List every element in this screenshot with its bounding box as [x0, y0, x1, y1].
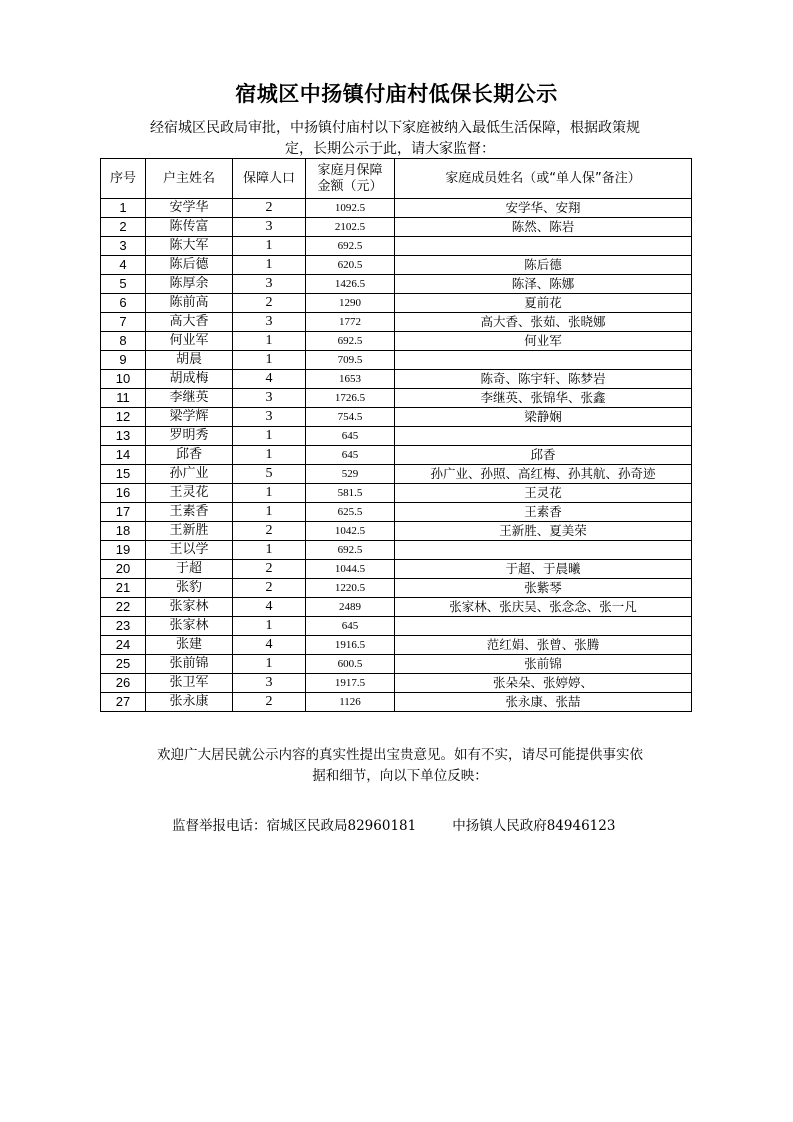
cell-population: 1	[233, 256, 306, 275]
table-row	[101, 199, 692, 218]
cell-no: 24	[101, 636, 146, 655]
cell-head-name: 张卫军	[146, 674, 233, 693]
cell-amount: 645	[306, 427, 395, 446]
cell-amount: 1126	[306, 693, 395, 712]
cell-population: 2	[233, 579, 306, 598]
cell-head-name: 王灵花	[146, 484, 233, 503]
cell-head-name: 陈后德	[146, 256, 233, 275]
cell-amount: 709.5	[306, 351, 395, 370]
feedback-line-1: 欢迎广大居民就公示内容的真实性提出宝贵意见。如有不实，请尽可能提供事实依	[157, 747, 643, 763]
cell-population: 2	[233, 560, 306, 579]
cell-members: 范红娟、张曾、张腾	[395, 636, 692, 655]
cell-amount: 2102.5	[306, 218, 395, 237]
cell-population: 3	[233, 389, 306, 408]
cell-amount: 625.5	[306, 503, 395, 522]
cell-head-name: 孙广业	[146, 465, 233, 484]
cell-head-name: 何业军	[146, 332, 233, 351]
cell-head-name: 陈前高	[146, 294, 233, 313]
intro-line-2: 定，长期公示于此，请大家监督：	[285, 141, 495, 157]
feedback-line-2: 据和细节，向以下单位反映：	[312, 768, 488, 784]
cell-no: 1	[101, 199, 146, 218]
cell-members: 张前锦	[395, 655, 692, 674]
cell-population: 1	[233, 351, 306, 370]
table-row	[101, 674, 692, 693]
cell-members: 夏前花	[395, 294, 692, 313]
cell-amount: 600.5	[306, 655, 395, 674]
cell-no: 14	[101, 446, 146, 465]
cell-no: 27	[101, 693, 146, 712]
cell-amount: 1290	[306, 294, 395, 313]
cell-no: 16	[101, 484, 146, 503]
table-row	[101, 237, 692, 256]
cell-head-name: 李继英	[146, 389, 233, 408]
cell-members: 陈泽、陈娜	[395, 275, 692, 294]
cell-no: 7	[101, 313, 146, 332]
cell-amount: 1426.5	[306, 275, 395, 294]
table-row	[101, 427, 692, 446]
cell-no: 25	[101, 655, 146, 674]
cell-population: 3	[233, 218, 306, 237]
cell-head-name: 王素香	[146, 503, 233, 522]
cell-population: 1	[233, 446, 306, 465]
cell-population: 1	[233, 332, 306, 351]
report-hotline	[172, 814, 615, 834]
table-row	[101, 541, 692, 560]
cell-population: 1	[233, 237, 306, 256]
cell-members: 陈后德	[395, 256, 692, 275]
header-head-name: 户主姓名	[146, 159, 233, 199]
table-row	[101, 275, 692, 294]
cell-members: 何业军	[395, 332, 692, 351]
cell-head-name: 胡晨	[146, 351, 233, 370]
header-amount-line-1: 家庭月保障	[317, 162, 383, 178]
cell-members: 邱香	[395, 446, 692, 465]
cell-no: 21	[101, 579, 146, 598]
cell-head-name: 张豹	[146, 579, 233, 598]
cell-no: 20	[101, 560, 146, 579]
cell-no: 3	[101, 237, 146, 256]
cell-amount: 1916.5	[306, 636, 395, 655]
table-row	[101, 655, 692, 674]
cell-members: 安学华、安翔	[395, 199, 692, 218]
intro-line-1: 经宿城区民政局审批，中扬镇付庙村以下家庭被纳入最低生活保障，根据政策规	[150, 120, 640, 136]
cell-population: 2	[233, 294, 306, 313]
table-row	[101, 256, 692, 275]
cell-head-name: 梁学辉	[146, 408, 233, 427]
cell-amount: 1726.5	[306, 389, 395, 408]
cell-no: 5	[101, 275, 146, 294]
cell-members	[395, 427, 692, 446]
cell-amount: 1772	[306, 313, 395, 332]
cell-population: 3	[233, 313, 306, 332]
table-row	[101, 218, 692, 237]
cell-population: 3	[233, 275, 306, 294]
cell-amount: 620.5	[306, 256, 395, 275]
cell-amount: 529	[306, 465, 395, 484]
cell-amount: 692.5	[306, 237, 395, 256]
cell-members: 陈奇、陈宇轩、陈梦岩	[395, 370, 692, 389]
cell-members	[395, 541, 692, 560]
cell-no: 26	[101, 674, 146, 693]
cell-no: 22	[101, 598, 146, 617]
cell-population: 2	[233, 693, 306, 712]
cell-population: 2	[233, 199, 306, 218]
cell-amount: 1653	[306, 370, 395, 389]
cell-no: 6	[101, 294, 146, 313]
cell-members: 张紫琴	[395, 579, 692, 598]
cell-population: 1	[233, 617, 306, 636]
table-row	[101, 617, 692, 636]
table-row	[101, 484, 692, 503]
cell-no: 19	[101, 541, 146, 560]
cell-no: 8	[101, 332, 146, 351]
cell-head-name: 安学华	[146, 199, 233, 218]
cell-head-name: 胡成梅	[146, 370, 233, 389]
cell-amount: 1092.5	[306, 199, 395, 218]
table-body	[101, 199, 692, 712]
cell-head-name: 王以学	[146, 541, 233, 560]
cell-head-name: 张建	[146, 636, 233, 655]
cell-population: 3	[233, 674, 306, 693]
cell-population: 4	[233, 636, 306, 655]
cell-no: 9	[101, 351, 146, 370]
header-amount-line-2: 金额（元）	[317, 178, 383, 194]
cell-head-name: 陈厚余	[146, 275, 233, 294]
table-row	[101, 522, 692, 541]
cell-amount: 692.5	[306, 332, 395, 351]
table-row	[101, 294, 692, 313]
cell-population: 4	[233, 370, 306, 389]
cell-members: 张朵朵、张婷婷、	[395, 674, 692, 693]
header-population: 保障人口	[233, 159, 306, 199]
cell-population: 5	[233, 465, 306, 484]
cell-head-name: 张前锦	[146, 655, 233, 674]
town-government-phone: 中扬镇人民政府84946123	[452, 818, 616, 834]
table-row	[101, 503, 692, 522]
cell-members: 王素香	[395, 503, 692, 522]
cell-head-name: 罗明秀	[146, 427, 233, 446]
table-row	[101, 446, 692, 465]
page-title: 宿城区中扬镇付庙村低保长期公示	[235, 82, 558, 106]
table-row	[101, 313, 692, 332]
cell-population: 1	[233, 484, 306, 503]
cell-members: 孙广业、孙照、高红梅、孙其航、孙奇迹	[395, 465, 692, 484]
cell-head-name: 高大香	[146, 313, 233, 332]
table-row	[101, 351, 692, 370]
feedback-paragraph	[130, 745, 670, 787]
cell-amount: 1042.5	[306, 522, 395, 541]
civil-affairs-phone: 宿城区民政局82960181	[266, 818, 417, 834]
cell-members: 张永康、张喆	[395, 693, 692, 712]
header-members: 家庭成员姓名（或“单人保”备注）	[395, 159, 692, 199]
cell-head-name: 张家林	[146, 598, 233, 617]
cell-members	[395, 237, 692, 256]
cell-members	[395, 351, 692, 370]
cell-amount: 581.5	[306, 484, 395, 503]
table-row	[101, 579, 692, 598]
intro-paragraph	[120, 118, 690, 160]
header-no: 序号	[101, 159, 146, 199]
table-row	[101, 408, 692, 427]
cell-head-name: 张家林	[146, 617, 233, 636]
cell-no: 11	[101, 389, 146, 408]
cell-amount: 645	[306, 446, 395, 465]
table-row	[101, 598, 692, 617]
cell-no: 23	[101, 617, 146, 636]
cell-no: 2	[101, 218, 146, 237]
cell-amount: 2489	[306, 598, 395, 617]
cell-population: 2	[233, 522, 306, 541]
cell-no: 18	[101, 522, 146, 541]
cell-no: 15	[101, 465, 146, 484]
header-amount	[306, 159, 395, 199]
table-row	[101, 560, 692, 579]
cell-amount: 692.5	[306, 541, 395, 560]
table-row	[101, 389, 692, 408]
cell-no: 13	[101, 427, 146, 446]
cell-amount: 1220.5	[306, 579, 395, 598]
table-row	[101, 636, 692, 655]
cell-population: 1	[233, 541, 306, 560]
cell-head-name: 陈大军	[146, 237, 233, 256]
cell-members: 王新胜、夏美荣	[395, 522, 692, 541]
table-header-row	[101, 159, 692, 199]
cell-population: 3	[233, 408, 306, 427]
cell-head-name: 张永康	[146, 693, 233, 712]
cell-head-name: 王新胜	[146, 522, 233, 541]
cell-members	[395, 617, 692, 636]
cell-amount: 645	[306, 617, 395, 636]
cell-members: 于超、于晨曦	[395, 560, 692, 579]
cell-members: 张家林、张庆吴、张念念、张一凡	[395, 598, 692, 617]
cell-population: 1	[233, 655, 306, 674]
cell-population: 1	[233, 427, 306, 446]
hotline-label: 监督举报电话：	[172, 818, 267, 834]
cell-members: 高大香、张茹、张晓娜	[395, 313, 692, 332]
cell-amount: 754.5	[306, 408, 395, 427]
table-row	[101, 332, 692, 351]
cell-members: 陈然、陈岩	[395, 218, 692, 237]
cell-no: 12	[101, 408, 146, 427]
cell-population: 4	[233, 598, 306, 617]
cell-members: 李继英、张锦华、张鑫	[395, 389, 692, 408]
cell-head-name: 于超	[146, 560, 233, 579]
cell-head-name: 邱香	[146, 446, 233, 465]
cell-no: 4	[101, 256, 146, 275]
table-row	[101, 370, 692, 389]
cell-no: 17	[101, 503, 146, 522]
subsistence-allowance-table	[100, 158, 692, 712]
cell-no: 10	[101, 370, 146, 389]
cell-head-name: 陈传富	[146, 218, 233, 237]
cell-population: 1	[233, 503, 306, 522]
table-row	[101, 693, 692, 712]
cell-amount: 1917.5	[306, 674, 395, 693]
table-row	[101, 465, 692, 484]
cell-members: 梁静娴	[395, 408, 692, 427]
cell-members: 王灵花	[395, 484, 692, 503]
cell-amount: 1044.5	[306, 560, 395, 579]
